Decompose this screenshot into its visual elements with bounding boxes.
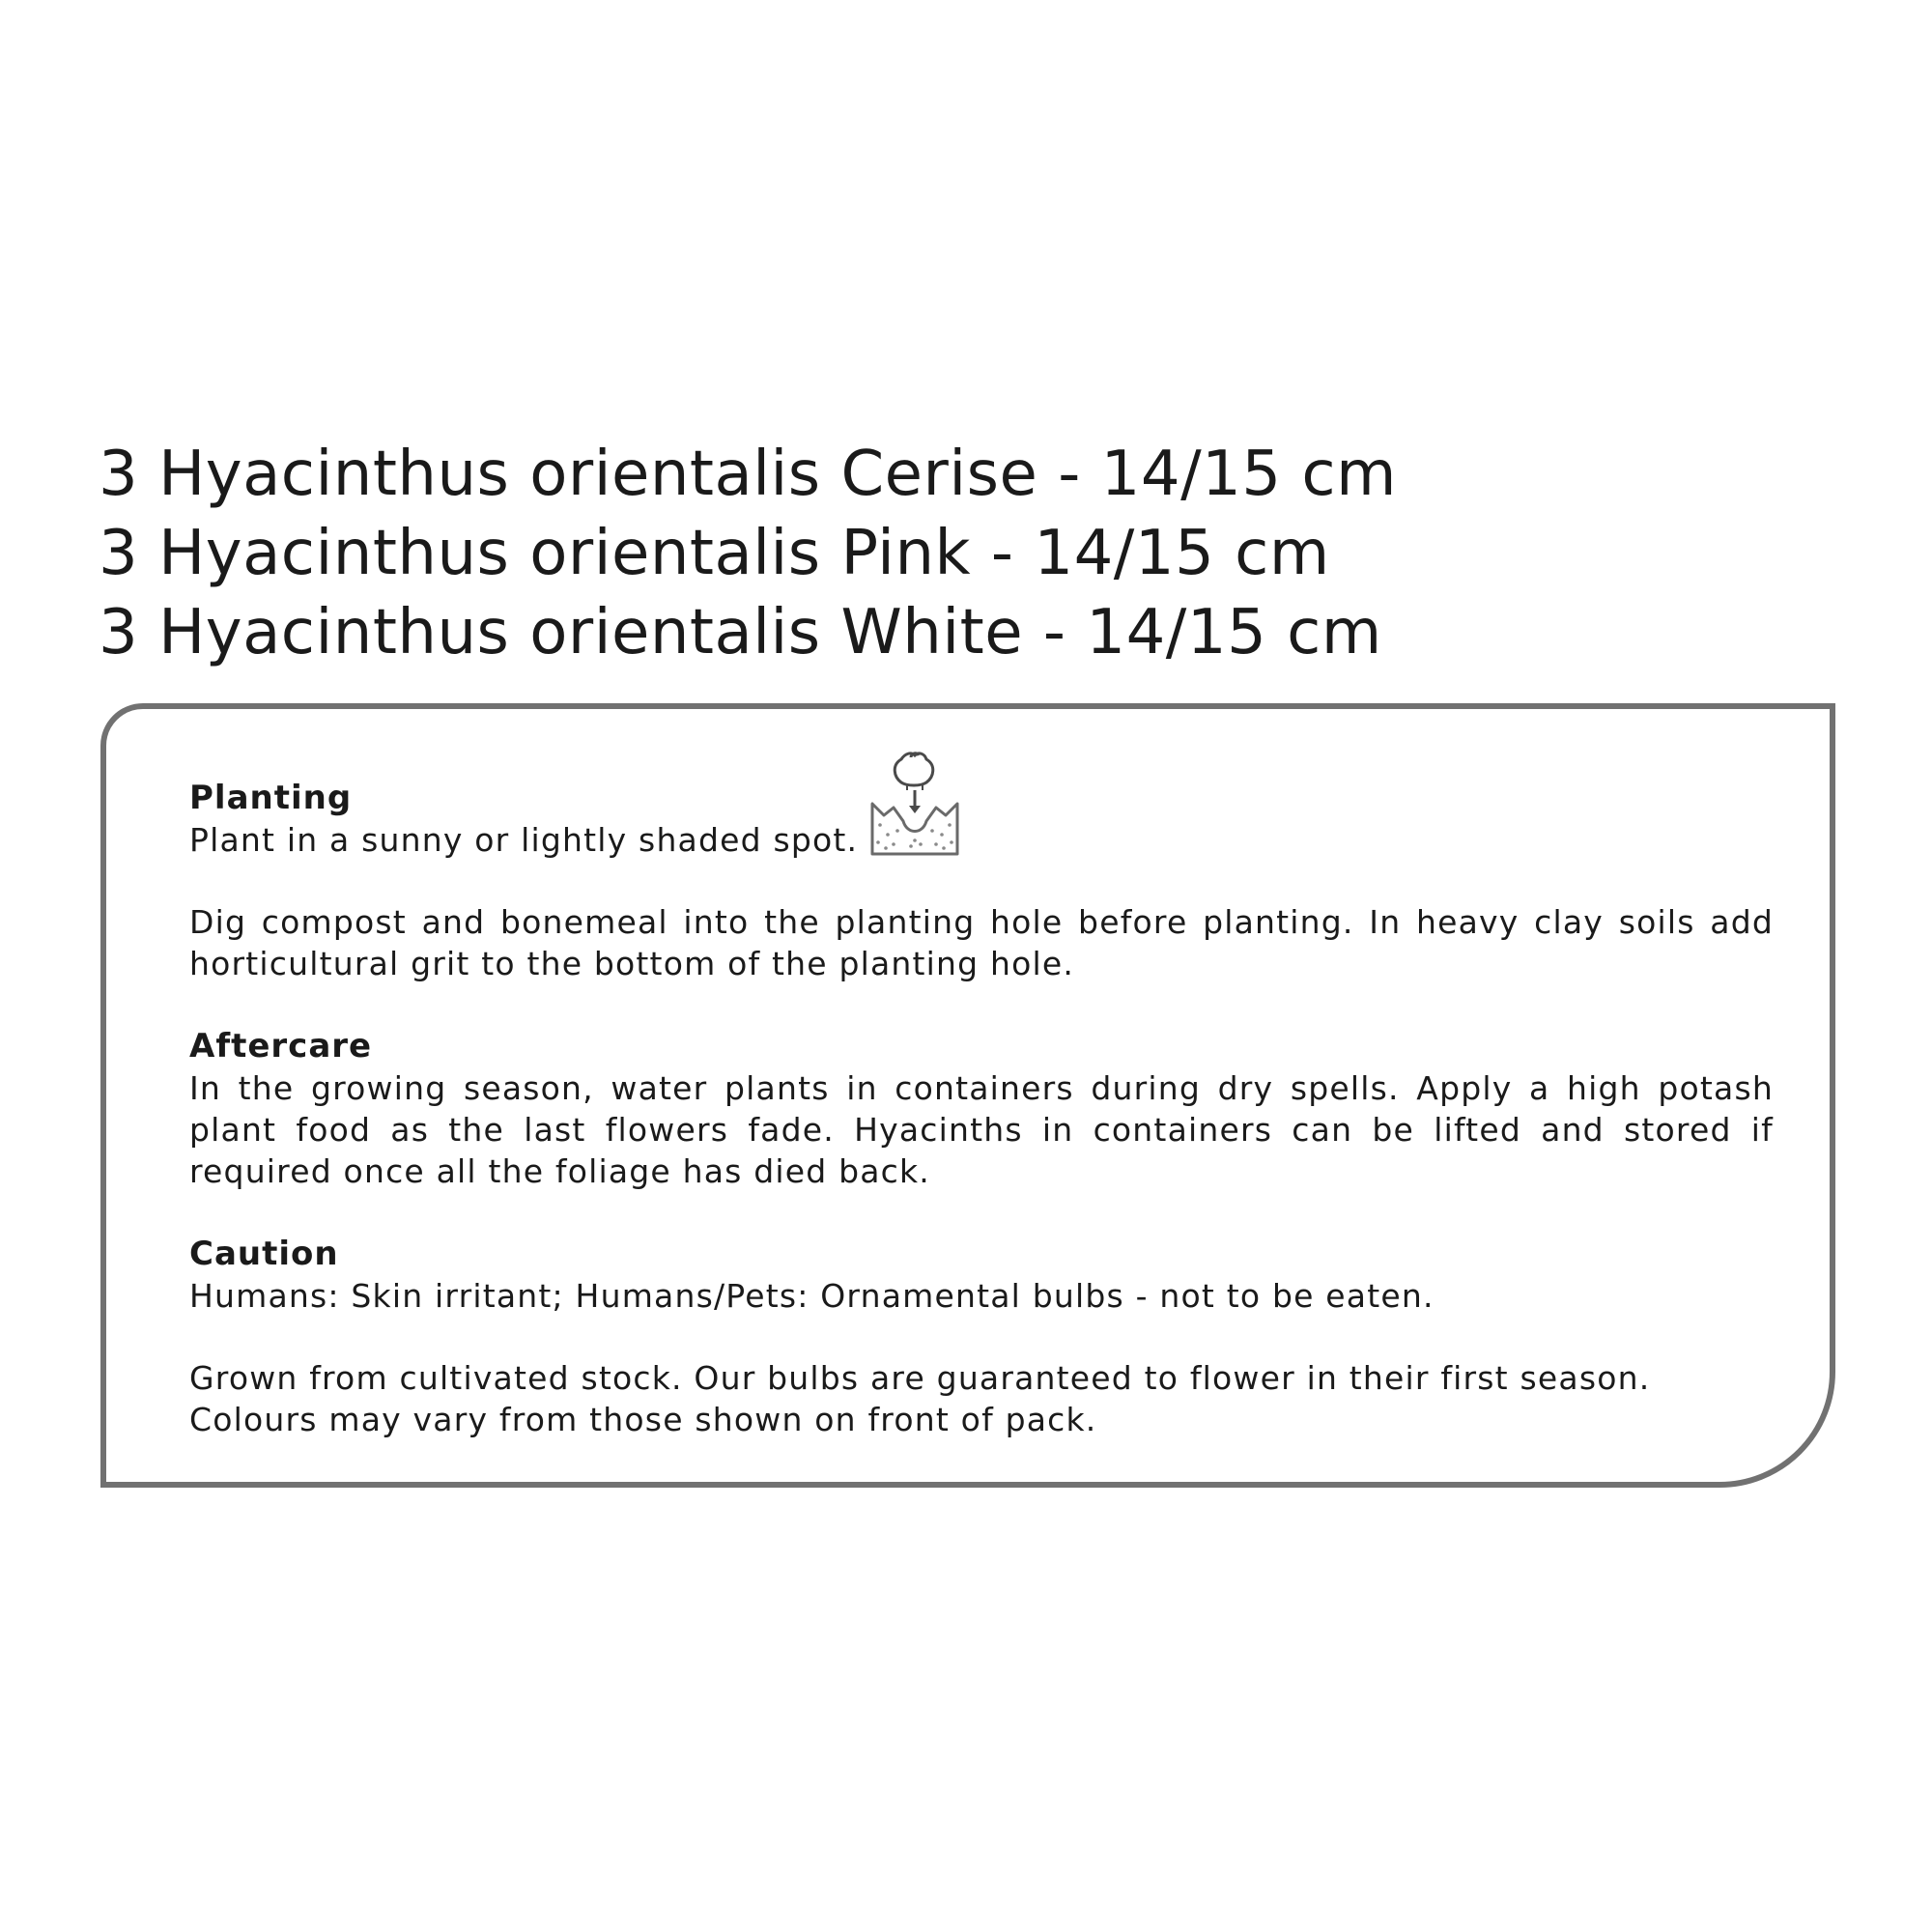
spacer [189,861,1774,901]
spacer [189,984,1774,1025]
planting-preparation-text: Dig compost and bonemeal into the planting hole before planting. In heavy clay soils add horticultural grit to the bottom of the planting hole. [189,903,1774,982]
product-line-white: 3 Hyacinthus orientalis White - 14/15 cm [99,597,1382,668]
spacer [189,1192,1774,1233]
product-line-cerise: 3 Hyacinthus orientalis Cerise - 14/15 cm [99,439,1397,510]
product-line-pink: 3 Hyacinthus orientalis Pink - 14/15 cm [99,518,1330,589]
spacer [189,1317,1774,1357]
bulb-planting-icon [868,748,961,858]
planting-heading: Planting [189,779,353,817]
planting-location-text: Plant in a sunny or lightly shaded spot. [189,821,859,859]
planting-section [189,777,1774,861]
caution-text: Humans: Skin irritant; Humans/Pets: Ornamental bulbs - not to be eaten. [189,1277,1435,1315]
aftercare-heading: Aftercare [189,1027,373,1065]
product-list [99,435,1741,672]
caution-heading: Caution [189,1235,339,1273]
care-instructions-content [189,777,1774,1440]
guarantee-text: Grown from cultivated stock. Our bulbs are guaranteed to flower in their first season. [189,1359,1651,1397]
colour-disclaimer-text: Colours may vary from those shown on front of pack. [189,1401,1097,1438]
aftercare-text: In the growing season, water plants in containers during dry spells. Apply a high potash plant food as the last flowers fade. Hyacinths in containers can be lifted and stored if required once all the foliage has died back. [189,1069,1774,1190]
care-instructions-box [100,703,1835,1488]
